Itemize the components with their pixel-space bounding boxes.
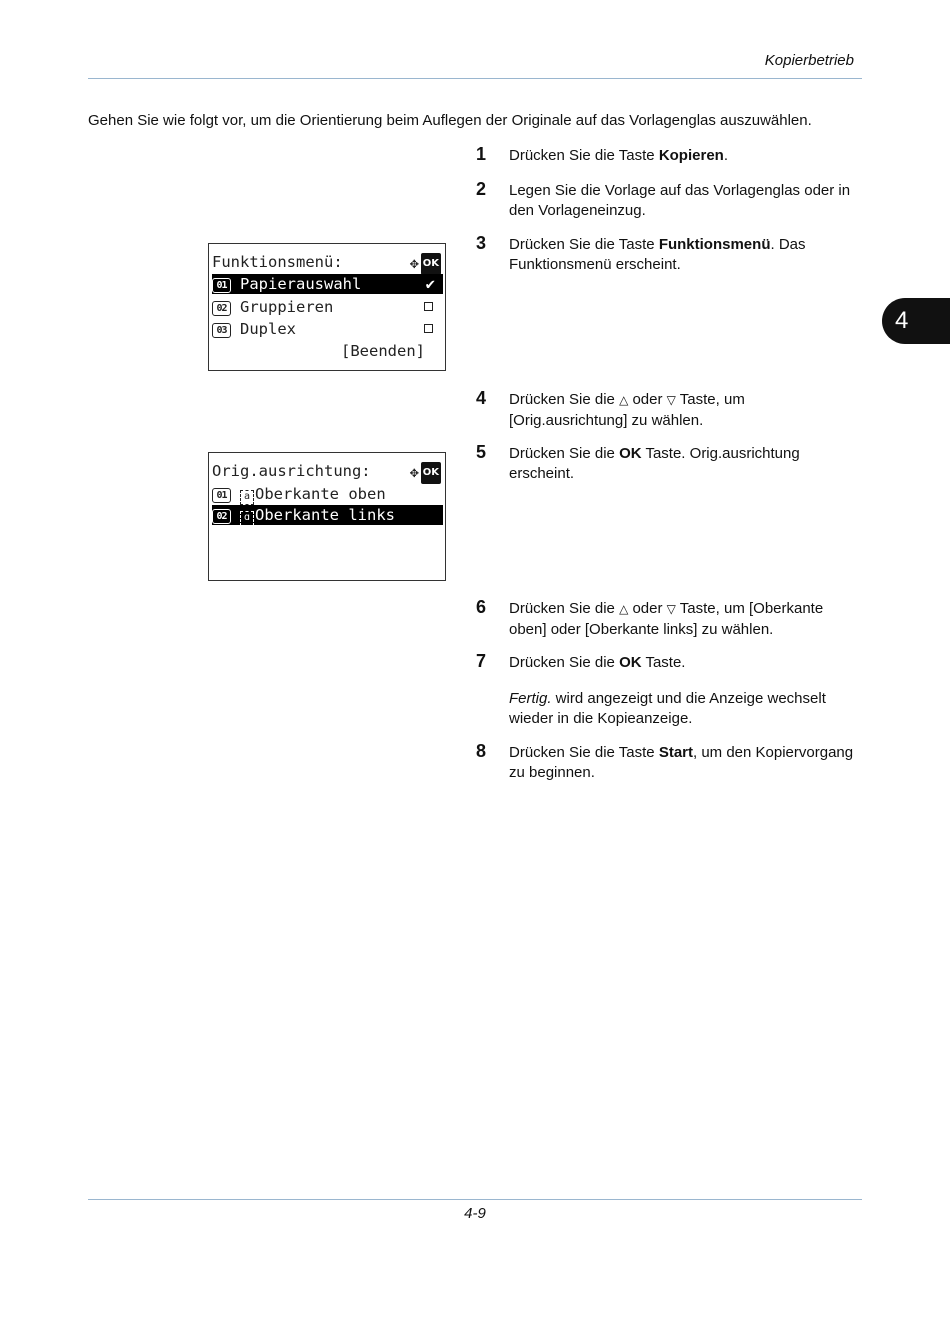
menu-item-papierauswahl (212, 274, 443, 294)
footer-rule (88, 1199, 862, 1200)
orientation-left-icon: ɑ (240, 511, 254, 526)
chapter-tab: 4 (882, 298, 950, 344)
four-way-arrow-icon: ✥ (409, 254, 419, 272)
running-header: Kopierbetrieb (764, 52, 854, 69)
step-text: Drücken Sie die △ oder ▽ Taste, um [Orig.ausrichtung] zu wählen. (509, 391, 745, 429)
panel-title-row (212, 252, 443, 272)
menu-item-label: Duplex (240, 320, 296, 338)
intro-paragraph: Gehen Sie wie folgt vor, um die Orientierung beim Auflegen der Originale auf das Vorlagenglas auszuwählen. (88, 112, 812, 129)
step-number: 7 (476, 651, 487, 671)
panel-title: Orig.ausrichtung: (212, 462, 371, 480)
lcd-panel-orig-ausrichtung (208, 452, 446, 581)
step-text: Drücken Sie die Taste Start, um den Kopiervorgang zu beginnen. (509, 744, 854, 781)
step-text: Drücken Sie die OK Taste. (509, 654, 686, 671)
step-number: 3 (476, 233, 487, 253)
step-number: 6 (476, 597, 487, 617)
option-oberkante-oben (212, 484, 443, 504)
item-number-badge: 01 (212, 488, 231, 503)
orientation-top-icon: a (240, 490, 254, 505)
step-number: 1 (476, 144, 487, 164)
panel-title: Funktionsmenü: (212, 253, 343, 271)
checkbox-icon (424, 324, 433, 333)
option-label: Oberkante links (255, 506, 395, 524)
panel-title-row (212, 461, 443, 481)
menu-item-label: Gruppieren (240, 298, 334, 316)
down-arrow-icon: ▽ (666, 602, 676, 616)
lcd-panel-function-menu (208, 243, 446, 371)
step-text: Legen Sie die Vorlage auf das Vorlagenglas oder in den Vorlageneinzug. (509, 182, 851, 219)
page-number: 4-9 (464, 1205, 486, 1222)
menu-item-gruppieren (212, 297, 443, 317)
step-number: 8 (476, 741, 487, 761)
option-label: Oberkante oben (255, 485, 386, 503)
item-number-badge: 03 (212, 323, 231, 338)
down-arrow-icon: ▽ (666, 393, 676, 407)
checkmark-icon: ✔ (425, 275, 435, 293)
item-number-badge: 02 (212, 301, 231, 316)
header-rule (88, 78, 862, 79)
item-number-badge: 01 (212, 278, 231, 293)
four-way-arrow-icon: ✥ (409, 463, 419, 481)
step-text: Drücken Sie die Taste Kopieren. (509, 147, 728, 164)
checkbox-icon (424, 302, 433, 311)
step-text: Drücken Sie die Taste Funktionsmenü. Das Funktionsmenü erscheint. (509, 236, 806, 273)
end-softkey-label: [Beenden] (341, 342, 425, 360)
up-arrow-icon: △ (619, 602, 629, 616)
ok-key-icon: OK (421, 253, 441, 275)
menu-item-duplex (212, 319, 443, 339)
nav-ok-indicator (410, 253, 441, 273)
item-number-badge: 02 (212, 509, 231, 524)
end-row (212, 341, 443, 361)
step-text: Drücken Sie die OK Taste. Orig.ausrichtung erscheint. (509, 445, 800, 482)
option-oberkante-links (212, 505, 443, 525)
step-number: 5 (476, 442, 487, 462)
ok-key-icon: OK (421, 462, 441, 484)
step-text: Drücken Sie die △ oder ▽ Taste, um [Oberkante oben] oder [Oberkante links] zu wählen. (509, 600, 824, 638)
step-number: 4 (476, 388, 487, 408)
nav-ok-indicator (410, 462, 441, 482)
step-number: 2 (476, 179, 487, 199)
up-arrow-icon: △ (619, 393, 629, 407)
step-7-note: Fertig. wird angezeigt und die Anzeige wechselt wieder in die Kopieanzeige. (509, 690, 826, 727)
menu-item-label: Papierauswahl (240, 275, 362, 293)
